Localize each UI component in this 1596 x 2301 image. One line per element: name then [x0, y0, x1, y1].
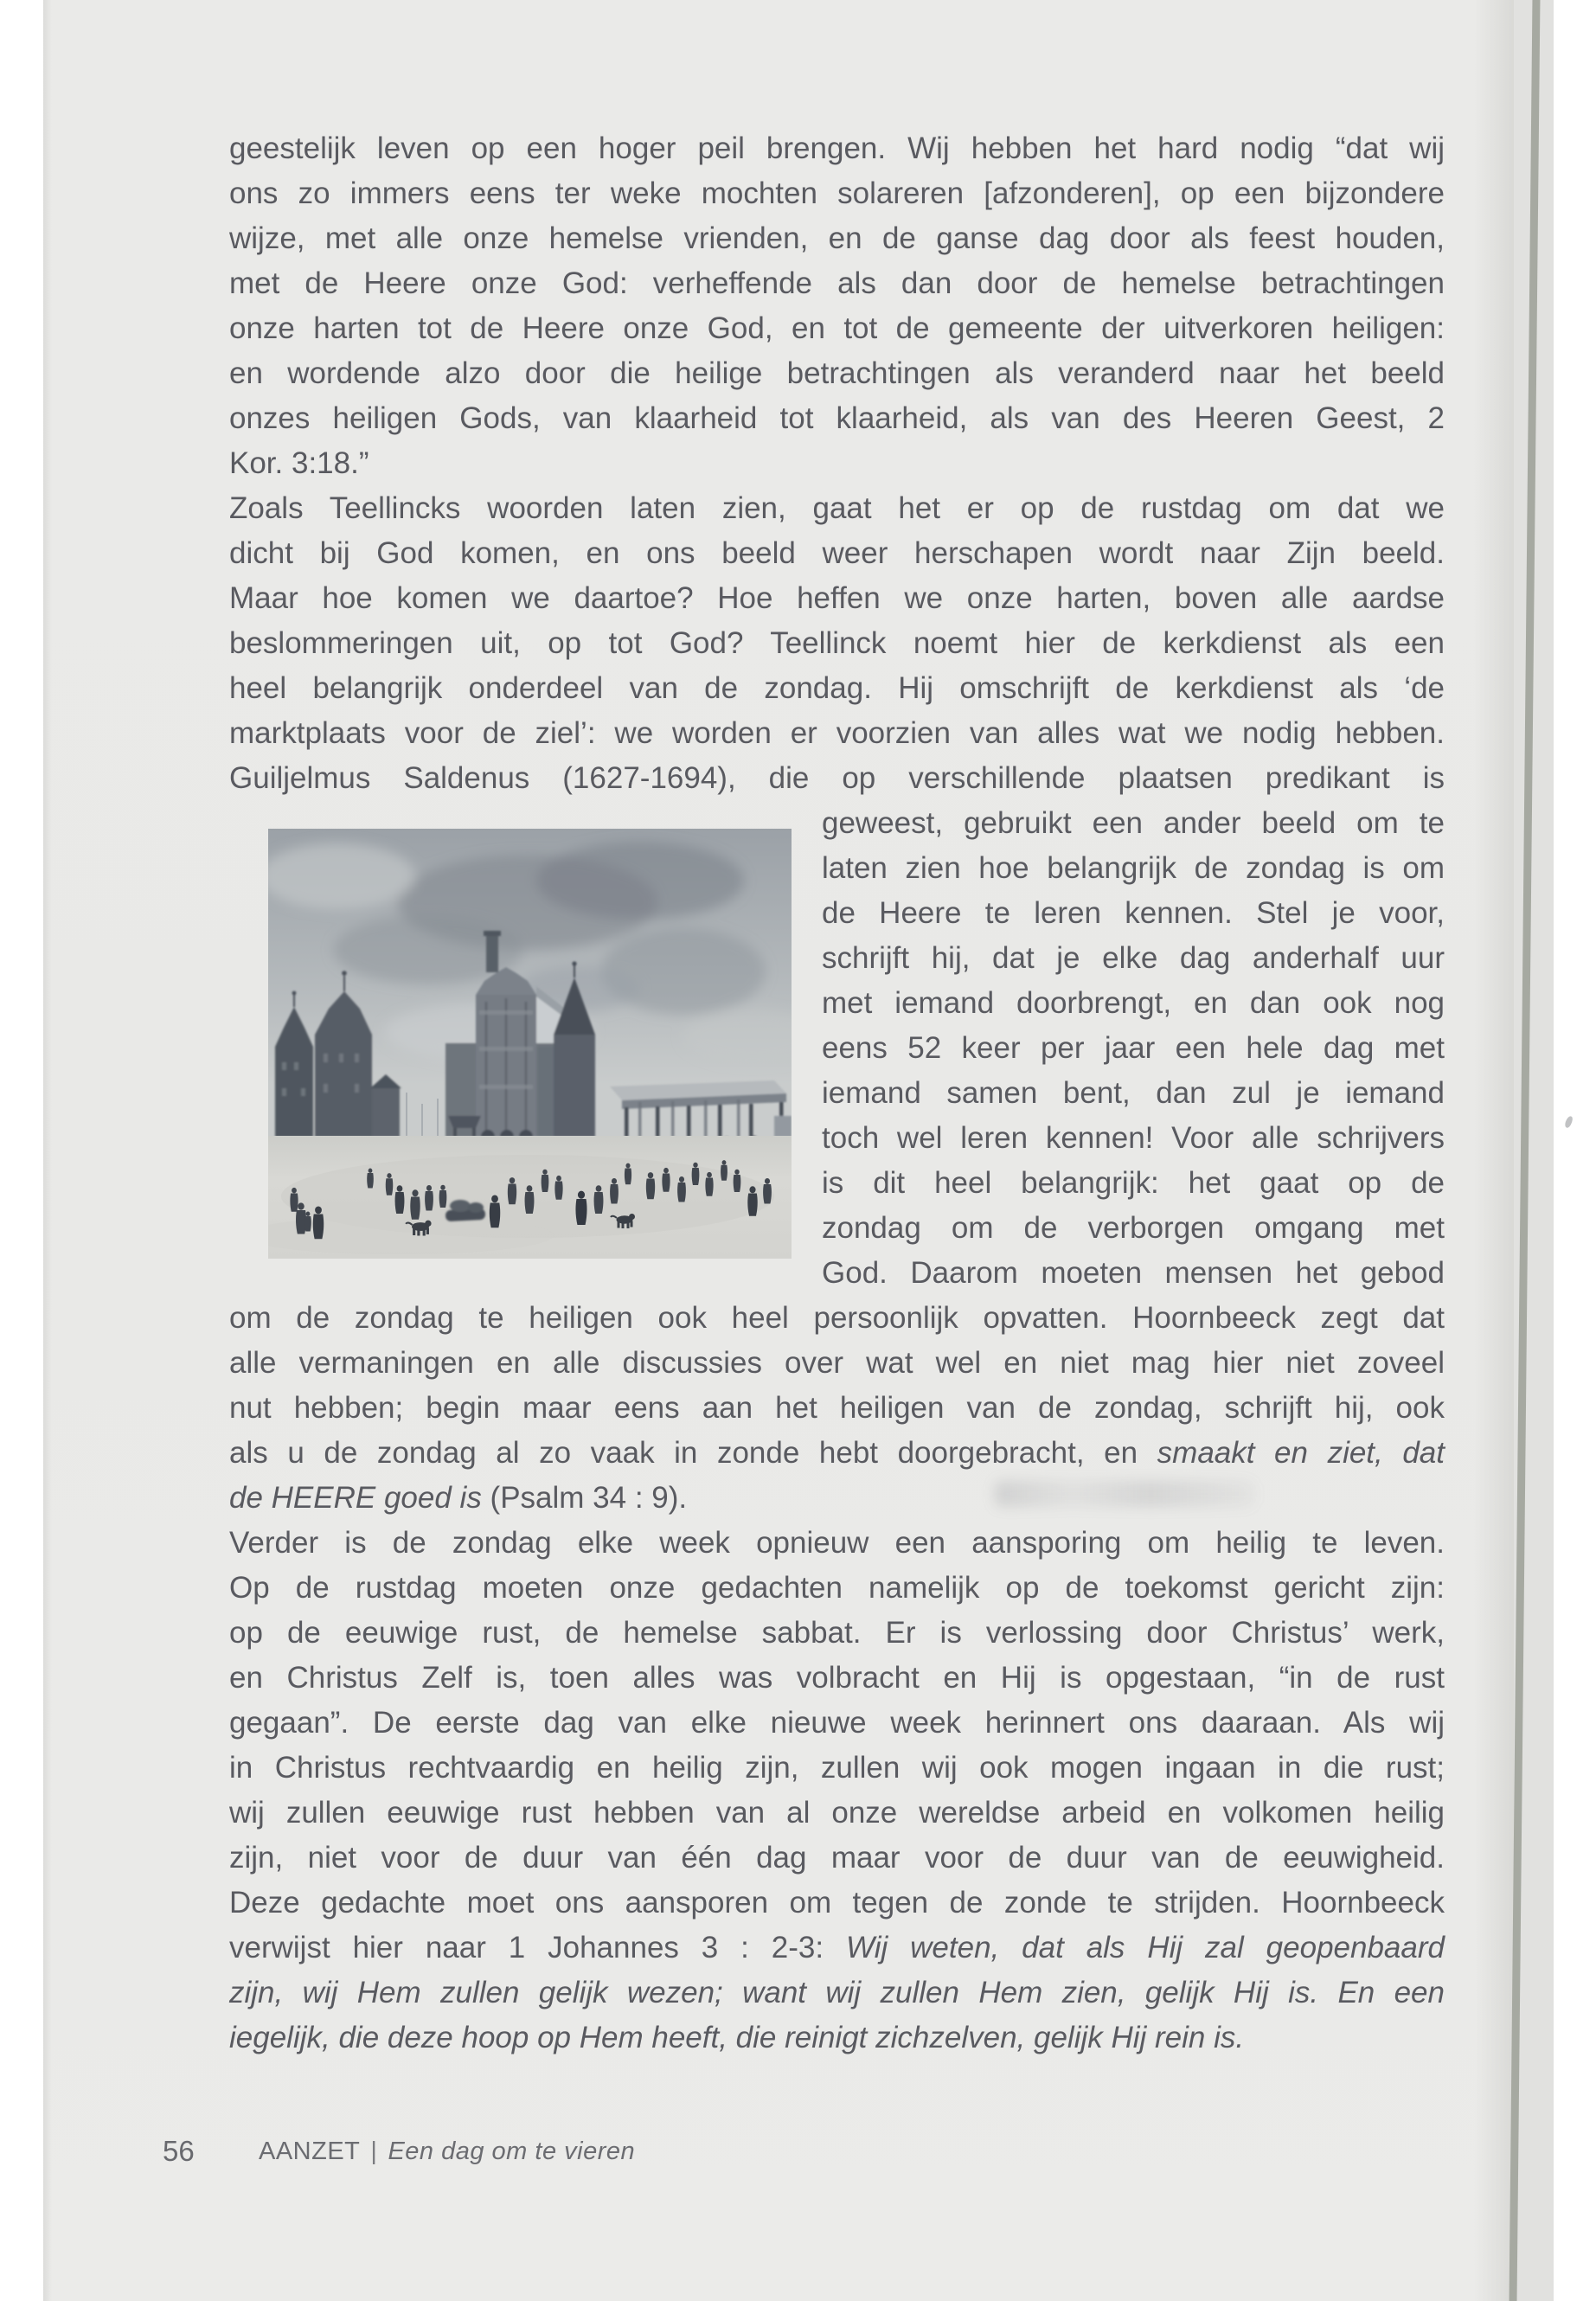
footer-page-number: 56: [163, 2135, 195, 2167]
text-line: Zoals Teellincks woorden laten zien, gaat het er op de rustdag om dat we: [229, 491, 1445, 525]
text-line: Op de rustdag moeten onze gedachten namelijk op de toekomst gericht zijn:: [229, 1571, 1445, 1605]
text-line: met iemand doorbrengt, en dan ook nog: [822, 986, 1445, 1020]
text-line: en wordende alzo door die heilige betrachtingen als veranderd naar het beeld: [229, 356, 1445, 390]
text-line: toch wel leren kennen! Voor alle schrijvers: [822, 1121, 1445, 1155]
text-line: iemand samen bent, dan zul je iemand: [822, 1076, 1445, 1110]
text-line: is dit heel belangrijk: het gaat op de: [822, 1166, 1445, 1200]
body-text-beside-image: [822, 801, 1445, 1296]
painting-image: [268, 829, 792, 1259]
text-line: Kor. 3:18.”: [229, 446, 369, 480]
text-line: God. Daarom moeten mensen het gebod: [822, 1256, 1445, 1290]
text-line: nut hebben; begin maar eens aan het heiligen van de zondag, schrijft hij, ook: [229, 1391, 1445, 1425]
text-line: zijn, wij Hem zullen gelijk wezen; want wij zullen Hem zien, gelijk Hij is. En een: [229, 1976, 1445, 2009]
text-line: geestelijk leven op een hoger peil brengen. Wij hebben het hard nodig “dat wij: [229, 131, 1445, 165]
text-line: wijze, met alle onze hemelse vrienden, en de ganse dag door als feest houden,: [229, 221, 1445, 255]
text-line: Verder is de zondag elke week opnieuw een aansporing om heilig te leven.: [229, 1526, 1445, 1560]
text-line: Deze gedachte moet ons aansporen om tegen de zonde te strijden. Hoornbeeck: [229, 1886, 1445, 1920]
text-line: als u de zondag al zo vaak in zonde hebt doorgebracht, en smaakt en ziet, dat: [229, 1436, 1445, 1470]
text-line: eens 52 keer per jaar een hele dag met: [822, 1031, 1445, 1065]
text-line: de Heere te leren kennen. Stel je voor,: [822, 896, 1445, 930]
text-line: marktplaats voor de ziel’: we worden er voorzien van alles wat we nodig hebben.: [229, 716, 1445, 750]
text-line: verwijst hier naar 1 Johannes 3 : 2-3: Wij weten, dat als Hij zal geopenbaard: [229, 1931, 1445, 1965]
body-text-top: [229, 126, 1445, 801]
text-line: Maar hoe komen we daartoe? Hoe heffen we onze harten, boven alle aardse: [229, 581, 1445, 615]
text-line: schrijft hij, dat je elke dag anderhalf uur: [822, 941, 1445, 975]
text-line: de HEERE goed is (Psalm 34 : 9).: [229, 1481, 688, 1515]
footer-chapter-title: Een dag om te vieren: [388, 2138, 636, 2165]
text-line: zijn, niet voor de duur van één dag maar voor de duur van de eeuwigheid.: [229, 1841, 1445, 1875]
text-line: dicht bij God komen, en ons beeld weer herschapen wordt naar Zijn beeld.: [229, 536, 1445, 570]
text-line: gegaan”. De eerste dag van elke nieuwe week herinnert ons daaraan. Als wij: [229, 1706, 1445, 1740]
text-line: ons zo immers eens ter weke mochten solareren [afzonderen], op een bijzondere: [229, 176, 1445, 210]
painting-svg: [268, 829, 792, 1259]
text-line: onze harten tot de Heere onze God, en tot de gemeente der uitverkoren heiligen:: [229, 311, 1445, 345]
text-line: op de eeuwige rust, de hemelse sabbat. Er is verlossing door Christus’ werk,: [229, 1616, 1445, 1650]
text-line: heel belangrijk onderdeel van de zondag. Hij omschrijft de kerkdienst als ‘de: [229, 671, 1445, 705]
text-line: laten zien hoe belangrijk de zondag is om: [822, 851, 1445, 885]
painting-sled: [445, 1200, 486, 1221]
body-text-bottom: [229, 1296, 1445, 2061]
text-line: geweest, gebruikt een ander beeld om te: [822, 806, 1445, 840]
footer-running-title: [259, 2138, 635, 2166]
footer-divider: |: [370, 2138, 378, 2165]
text-line: wij zullen eeuwige rust hebben van al onze wereldse arbeid en volkomen heilig: [229, 1796, 1445, 1830]
text-line: beslommeringen uit, op tot God? Teellinck noemt hier de kerkdienst als een: [229, 626, 1445, 660]
text-line: en Christus Zelf is, toen alles was volbracht en Hij is opgestaan, “in de rust: [229, 1661, 1445, 1695]
text-line: in Christus rechtvaardig en heilig zijn, zullen wij ook mogen ingaan in die rust;: [229, 1751, 1445, 1785]
text-line: om de zondag te heiligen ook heel persoonlijk opvatten. Hoornbeeck zegt dat: [229, 1301, 1445, 1335]
text-line: met de Heere onze God: verheffende als dan door de hemelse betrachtingen: [229, 266, 1445, 300]
footer-series-label: AANZET: [259, 2138, 361, 2165]
text-line: alle vermaningen en alle discussies over wat wel en niet mag hier niet zoveel: [229, 1346, 1445, 1380]
text-line: Guiljelmus Saldenus (1627-1694), die op verschillende plaatsen predikant is: [229, 761, 1445, 795]
text-line: onzes heiligen Gods, van klaarheid tot klaarheid, als van des Heeren Geest, 2: [229, 401, 1445, 435]
scanner-margin-right: [1554, 0, 1596, 2301]
text-line: iegelijk, die deze hoop op Hem heeft, die reinigt zichzelven, gelijk Hij rein is.: [229, 2021, 1245, 2054]
text-line: zondag om de verborgen omgang met: [822, 1211, 1445, 1245]
